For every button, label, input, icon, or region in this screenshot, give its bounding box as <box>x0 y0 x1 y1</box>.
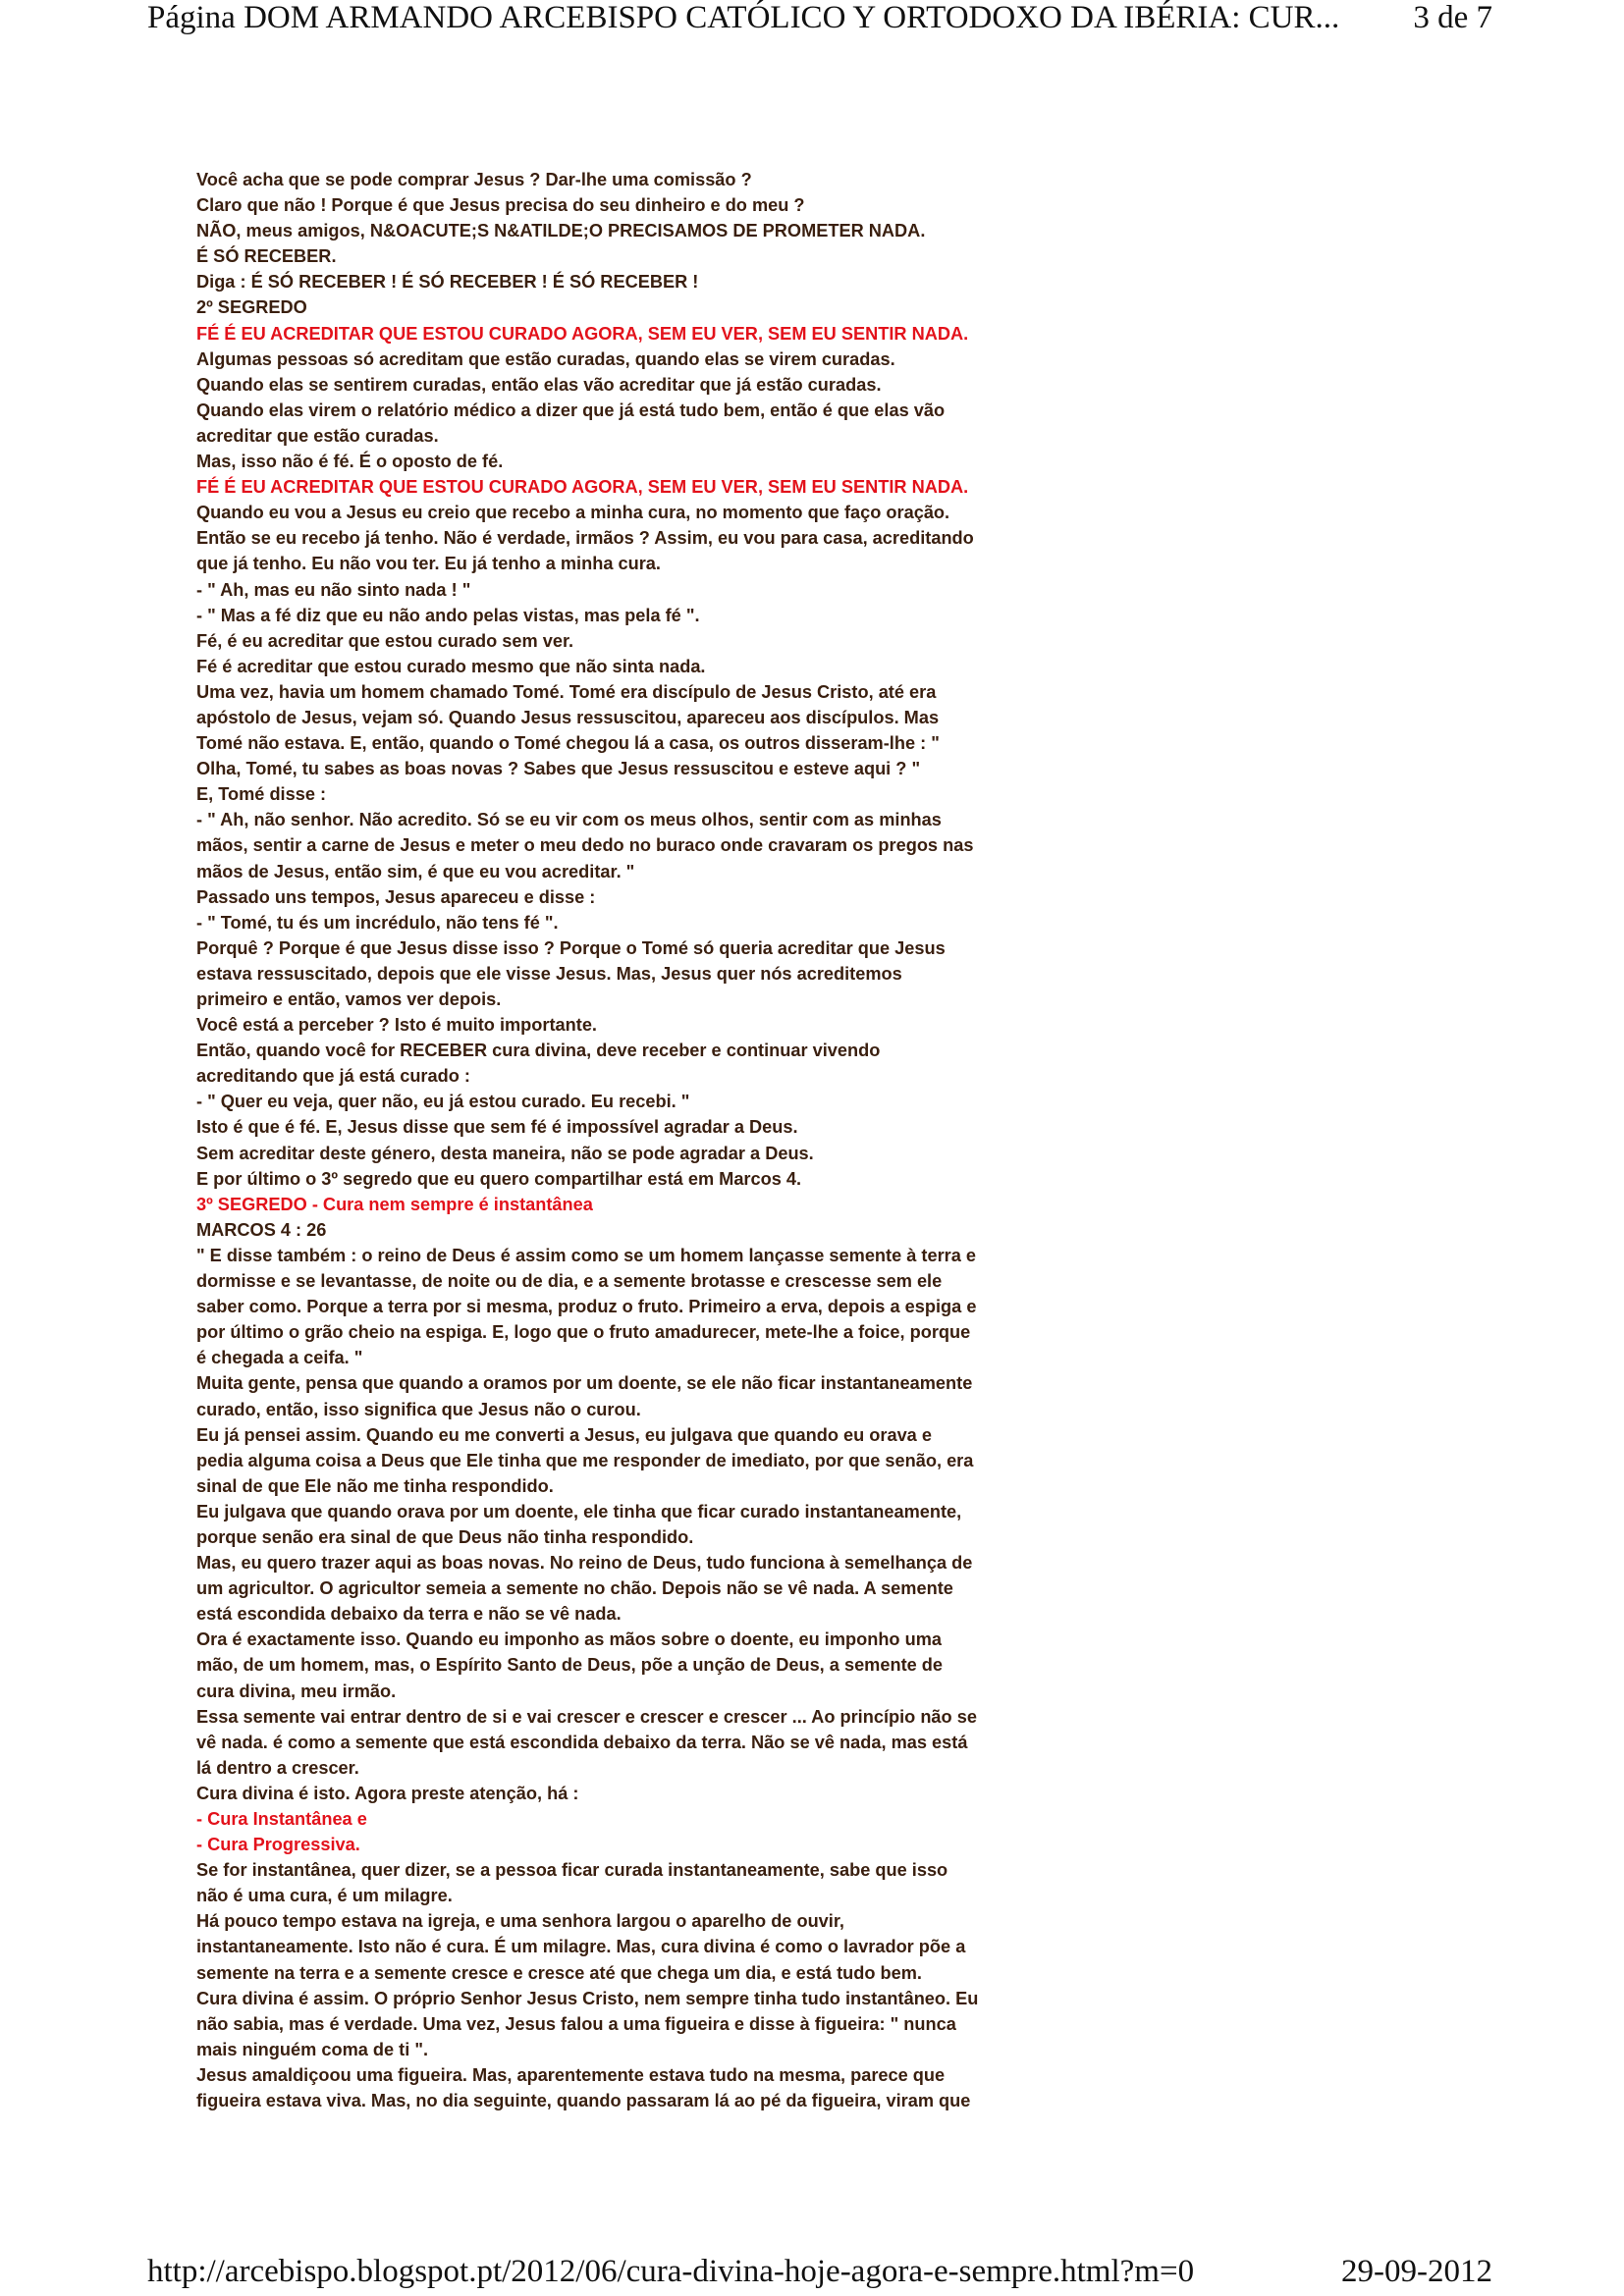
text-line: Olha, Tomé, tu sabes as boas novas ? Sabes que Jesus ressuscitou e esteve aqui ? " <box>196 759 921 779</box>
text-line: estava ressuscitado, depois que ele visse Jesus. Mas, Jesus quer nós acreditemos <box>196 963 902 984</box>
article-body <box>196 167 1021 2113</box>
text-line: Quando elas virem o relatório médico a dizer que já está tudo bem, então é que elas vão <box>196 400 946 420</box>
text-line: Quando elas se sentirem curadas, então elas vão acreditar que já estão curadas. <box>196 374 882 395</box>
text-line: mais ninguém coma de ti ". <box>196 2039 429 2059</box>
text-line: Muita gente, pensa que quando a oramos por um doente, se ele não ficar instantaneamente <box>196 1373 973 1394</box>
text-line: Mas, isso não é fé. É o oposto de fé. <box>196 452 504 472</box>
text-line: Você acha que se pode comprar Jesus ? Dar-lhe uma comissão ? <box>196 170 752 189</box>
text-line: MARCOS 4 : 26 <box>196 1219 327 1240</box>
text-line: Há pouco tempo estava na igreja, e uma senhora largou o aparelho de ouvir, <box>196 1911 844 1932</box>
text-line: curado, então, isso significa que Jesus não o curou. <box>196 1399 641 1419</box>
text-line: não é uma cura, é um milagre. <box>196 1886 453 1906</box>
text-line: acreditar que estão curadas. <box>196 425 439 446</box>
text-line: - " Quer eu veja, quer não, eu já estou curado. Eu recebi. " <box>196 1092 690 1112</box>
text-line: Ora é exactamente isso. Quando eu imponho as mãos sobre o doente, eu imponho uma <box>196 1629 942 1650</box>
text-line: mãos de Jesus, então sim, é que eu vou acreditar. " <box>196 861 635 881</box>
text-line: mãos, sentir a carne de Jesus e meter o meu dedo no buraco onde cravaram os pregos nas <box>196 835 974 856</box>
text-line: E, Tomé disse : <box>196 784 327 805</box>
text-line: lá dentro a crescer. <box>196 1757 359 1778</box>
text-line: - " Ah, mas eu não sinto nada ! " <box>196 579 471 600</box>
text-line: está escondida debaixo da terra e não se vê nada. <box>196 1604 622 1625</box>
highlighted-text-line: FÉ É EU ACREDITAR QUE ESTOU CURADO AGORA, SEM EU VER, SEM EU SENTIR NADA. <box>196 323 969 344</box>
header-page-number: 3 de 7 <box>1413 0 1492 35</box>
text-line: " E disse também : o reino de Deus é assim como se um homem lançasse semente à terra e <box>196 1245 977 1265</box>
text-line: mão, de um homem, mas, o Espírito Santo de Deus, põe a unção de Deus, a semente de <box>196 1655 944 1676</box>
text-line: acreditando que já está curado : <box>196 1066 470 1087</box>
text-line: Diga : É SÓ RECEBER ! É SÓ RECEBER ! É SÓ RECEBER ! <box>196 272 699 293</box>
text-line: Essa semente vai entrar dentro de si e vai crescer e crescer e crescer ... Ao princípio não se <box>196 1706 977 1727</box>
text-line: Sem acreditar deste género, desta maneira, não se pode agradar a Deus. <box>196 1143 814 1163</box>
text-line: Então se eu recebo já tenho. Não é verdade, irmãos ? Assim, eu vou para casa, acreditando <box>196 528 974 549</box>
text-line: que já tenho. Eu não vou ter. Eu já tenho a minha cura. <box>196 554 661 574</box>
text-line: Você está a perceber ? Isto é muito importante. <box>196 1015 597 1036</box>
text-line: - " Mas a fé diz que eu não ando pelas vistas, mas pela fé ". <box>196 605 700 625</box>
text-line: Então, quando você for RECEBER cura divina, deve receber e continuar vivendo <box>196 1041 881 1061</box>
text-line: Isto é que é fé. E, Jesus disse que sem fé é impossível agradar a Deus. <box>196 1117 798 1138</box>
highlighted-text-line: - Cura Instantânea e <box>196 1809 367 1829</box>
text-line: - " Ah, não senhor. Não acredito. Só se eu vir com os meus olhos, sentir com as minhas <box>196 810 942 830</box>
text-line: Tomé não estava. E, então, quando o Tomé chegou lá a casa, os outros disseram-lhe : " <box>196 733 940 754</box>
text-line: Eu já pensei assim. Quando eu me converti a Jesus, eu julgava que quando eu orava e <box>196 1424 932 1445</box>
text-line: dormisse e se levantasse, de noite ou de dia, e a semente brotasse e crescesse sem ele <box>196 1271 943 1292</box>
text-line: primeiro e então, vamos ver depois. <box>196 989 502 1009</box>
header-title: Página DOM ARMANDO ARCEBISPO CATÓLICO Y ORTODOXO DA IBÉRIA: CUR... <box>147 0 1340 35</box>
text-line: não sabia, mas é verdade. Uma vez, Jesus falou a uma figueira e disse à figueira: " nunca <box>196 2013 956 2034</box>
text-line: Quando eu vou a Jesus eu creio que recebo a minha cura, no momento que faço oração. <box>196 503 950 523</box>
text-line: NÃO, meus amigos, N&OACUTE;S N&ATILDE;O PRECISAMOS DE PROMETER NADA. <box>196 221 926 241</box>
text-line: instantaneamente. Isto não é cura. É um milagre. Mas, cura divina é como o lavrador põe a <box>196 1937 966 1957</box>
text-line: por último o grão cheio na espiga. E, logo que o fruto amadurecer, mete-lhe a foice, porque <box>196 1322 971 1343</box>
page-footer <box>147 2254 1492 2293</box>
text-line: porque senão era sinal de que Deus não tinha respondido. <box>196 1526 694 1547</box>
text-line: apóstolo de Jesus, vejam só. Quando Jesus ressuscitou, apareceu aos discípulos. Mas <box>196 707 940 727</box>
text-line: figueira estava viva. Mas, no dia seguinte, quando passaram lá ao pé da figueira, viram que <box>196 2091 971 2111</box>
highlighted-text-line: - Cura Progressiva. <box>196 1835 360 1855</box>
text-line: E por último o 3º segredo que eu quero compartilhar está em Marcos 4. <box>196 1168 802 1189</box>
text-line: Uma vez, havia um homem chamado Tomé. Tomé era discípulo de Jesus Cristo, até era <box>196 681 937 702</box>
footer-date: 29-09-2012 <box>1341 2254 1492 2289</box>
text-line: 2º SEGREDO <box>196 297 307 318</box>
text-line: Fé, é eu acreditar que estou curado sem ver. <box>196 630 574 651</box>
text-line: Mas, eu quero trazer aqui as boas novas. No reino de Deus, tudo funciona à semelhança de <box>196 1553 973 1574</box>
text-line: Passado uns tempos, Jesus apareceu e disse : <box>196 886 596 907</box>
text-line: Cura divina é isto. Agora preste atenção, há : <box>196 1783 579 1803</box>
highlighted-text-line: 3º SEGREDO - Cura nem sempre é instantânea <box>196 1194 593 1214</box>
page-header <box>147 0 1492 43</box>
text-line: sinal de que Ele não me tinha respondido. <box>196 1475 554 1496</box>
text-line: Eu julgava que quando orava por um doente, ele tinha que ficar curado instantaneamente, <box>196 1501 962 1522</box>
text-line: Se for instantânea, quer dizer, se a pessoa ficar curada instantaneamente, sabe que isso <box>196 1860 948 1881</box>
text-line: Claro que não ! Porque é que Jesus precisa do seu dinheiro e do meu ? <box>196 195 805 216</box>
text-line: é chegada a ceifa. " <box>196 1348 363 1368</box>
text-line: Porquê ? Porque é que Jesus disse isso ? Porque o Tomé só queria acreditar que Jesus <box>196 937 946 958</box>
text-line: cura divina, meu irmão. <box>196 1681 397 1701</box>
text-line: semente na terra e a semente cresce e cresce até que chega um dia, e está tudo bem. <box>196 1962 922 1983</box>
text-line: pedia alguma coisa a Deus que Ele tinha que me responder de imediato, por que senão, era <box>196 1450 974 1470</box>
text-line: - " Tomé, tu és um incrédulo, não tens fé ". <box>196 912 559 933</box>
text-line: um agricultor. O agricultor semeia a semente no chão. Depois não se vê nada. A semente <box>196 1578 953 1599</box>
text-line: vê nada. é como a semente que está escondida debaixo da terra. Não se vê nada, mas está <box>196 1732 968 1752</box>
text-line: É SÓ RECEBER. <box>196 246 337 267</box>
text-line: Cura divina é assim. O próprio Senhor Jesus Cristo, nem sempre tinha tudo instantâneo. Eu <box>196 1988 979 2008</box>
text-line: Jesus amaldiçoou uma figueira. Mas, aparentemente estava tudo na mesma, parece que <box>196 2064 946 2085</box>
text-line: Algumas pessoas só acreditam que estão curadas, quando elas se virem curadas. <box>196 348 895 369</box>
text-line: saber como. Porque a terra por si mesma, produz o fruto. Primeiro a erva, depois a espiga e <box>196 1297 977 1317</box>
highlighted-text-line: FÉ É EU ACREDITAR QUE ESTOU CURADO AGORA, SEM EU VER, SEM EU SENTIR NADA. <box>196 477 969 498</box>
footer-url: http://arcebispo.blogspot.pt/2012/06/cura-divina-hoje-agora-e-sempre.html?m=0 <box>147 2254 1195 2289</box>
text-line: Fé é acreditar que estou curado mesmo que não sinta nada. <box>196 656 706 676</box>
